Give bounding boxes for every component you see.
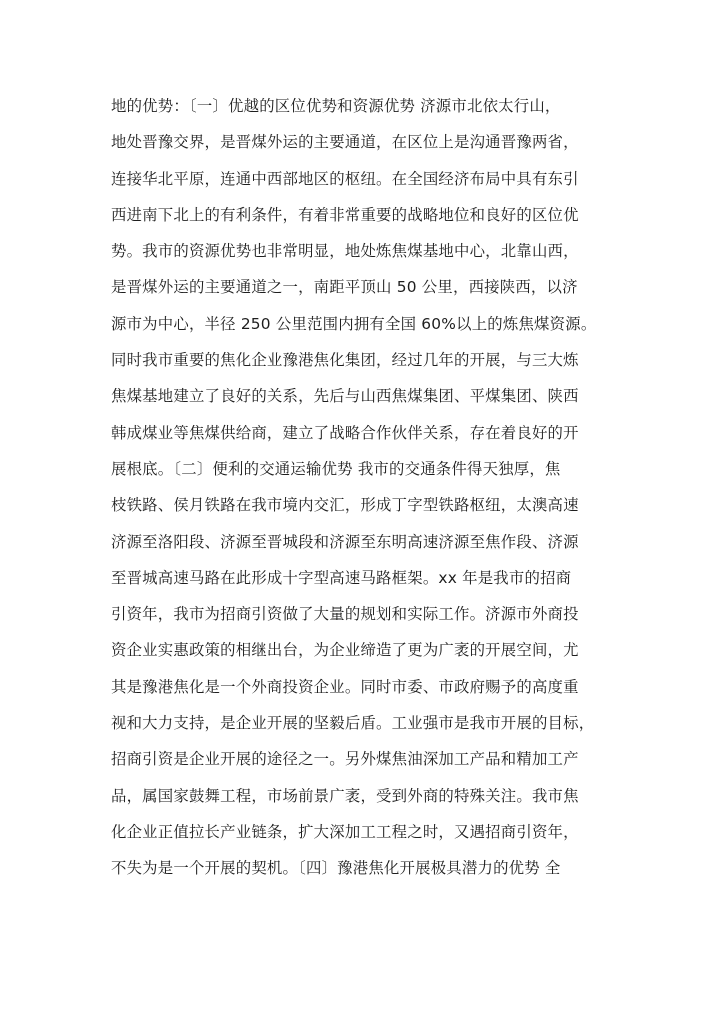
text-line: 势。我市的资源优势也非常明显，地处炼焦煤基地中心，北靠山西， xyxy=(111,242,579,261)
text-line: 地处晋豫交界，是晋煤外运的主要通道，在区位上是沟通晋豫两省， xyxy=(111,133,579,152)
text-line: 招商引资是企业开展的途径之一。另外煤焦油深加工产品和精加工产 xyxy=(111,750,579,769)
text-line: 至晋城高速马路在此形成十字型高速马路框架。xx 年是我市的招商 xyxy=(111,568,572,587)
body-text xyxy=(111,88,631,887)
text-line: 韩成煤业等焦煤供给商，建立了战略合作伙伴关系，存在着良好的开 xyxy=(111,423,579,442)
text-line: 枝铁路、侯月铁路在我市境内交汇，形成丁字型铁路枢纽，太澳高速 xyxy=(111,496,579,515)
text-line: 是晋煤外运的主要通道之一，南距平顶山 50 公里，西接陕西，以济 xyxy=(111,278,578,297)
text-line: 连接华北平原，连通中西部地区的枢纽。在全国经济布局中具有东引 xyxy=(111,169,579,188)
text-line: 西进南下北上的有利条件，有着非常重要的战略地位和良好的区位优 xyxy=(111,205,579,224)
text-line: 济源至洛阳段、济源至晋城段和济源至东明高速济源至焦作段、济源 xyxy=(111,532,579,551)
text-line: 资企业实惠政策的相继出台，为企业缔造了更为广袤的开展空间，尤 xyxy=(111,641,579,660)
text-line: 源市为中心，半径 250 公里范围内拥有全国 60%以上的炼焦煤资源。 xyxy=(111,314,597,333)
text-line: 地的优势：〔一〕优越的区位优势和资源优势 济源市北依太行山， xyxy=(111,97,561,115)
text-line: 视和大力支持，是企业开展的坚毅后盾。工业强市是我市开展的目标， xyxy=(111,714,595,733)
text-line: 其是豫港焦化是一个外商投资企业。同时市委、市政府赐予的高度重 xyxy=(111,677,579,696)
text-line: 展根底。〔二〕便利的交通运输优势 我市的交通条件得天独厚，焦 xyxy=(111,459,561,478)
text-line: 引资年，我市为招商引资做了大量的规划和实际工作。济源市外商投 xyxy=(111,605,579,624)
text-line: 化企业正值拉长产业链条，扩大深加工工程之时，又遇招商引资年， xyxy=(111,822,579,841)
text-line: 同时我市重要的焦化企业豫港焦化集团，经过几年的开展，与三大炼 xyxy=(111,351,579,370)
text-line: 焦煤基地建立了良好的关系，先后与山西焦煤集团、平煤集团、陕西 xyxy=(111,387,579,406)
text-line: 不失为是一个开展的契机。〔四〕豫港焦化开展极具潜力的优势 全 xyxy=(111,859,561,878)
text-line: 品，属国家鼓舞工程，市场前景广袤，受到外商的特殊关注。我市焦 xyxy=(111,786,579,805)
